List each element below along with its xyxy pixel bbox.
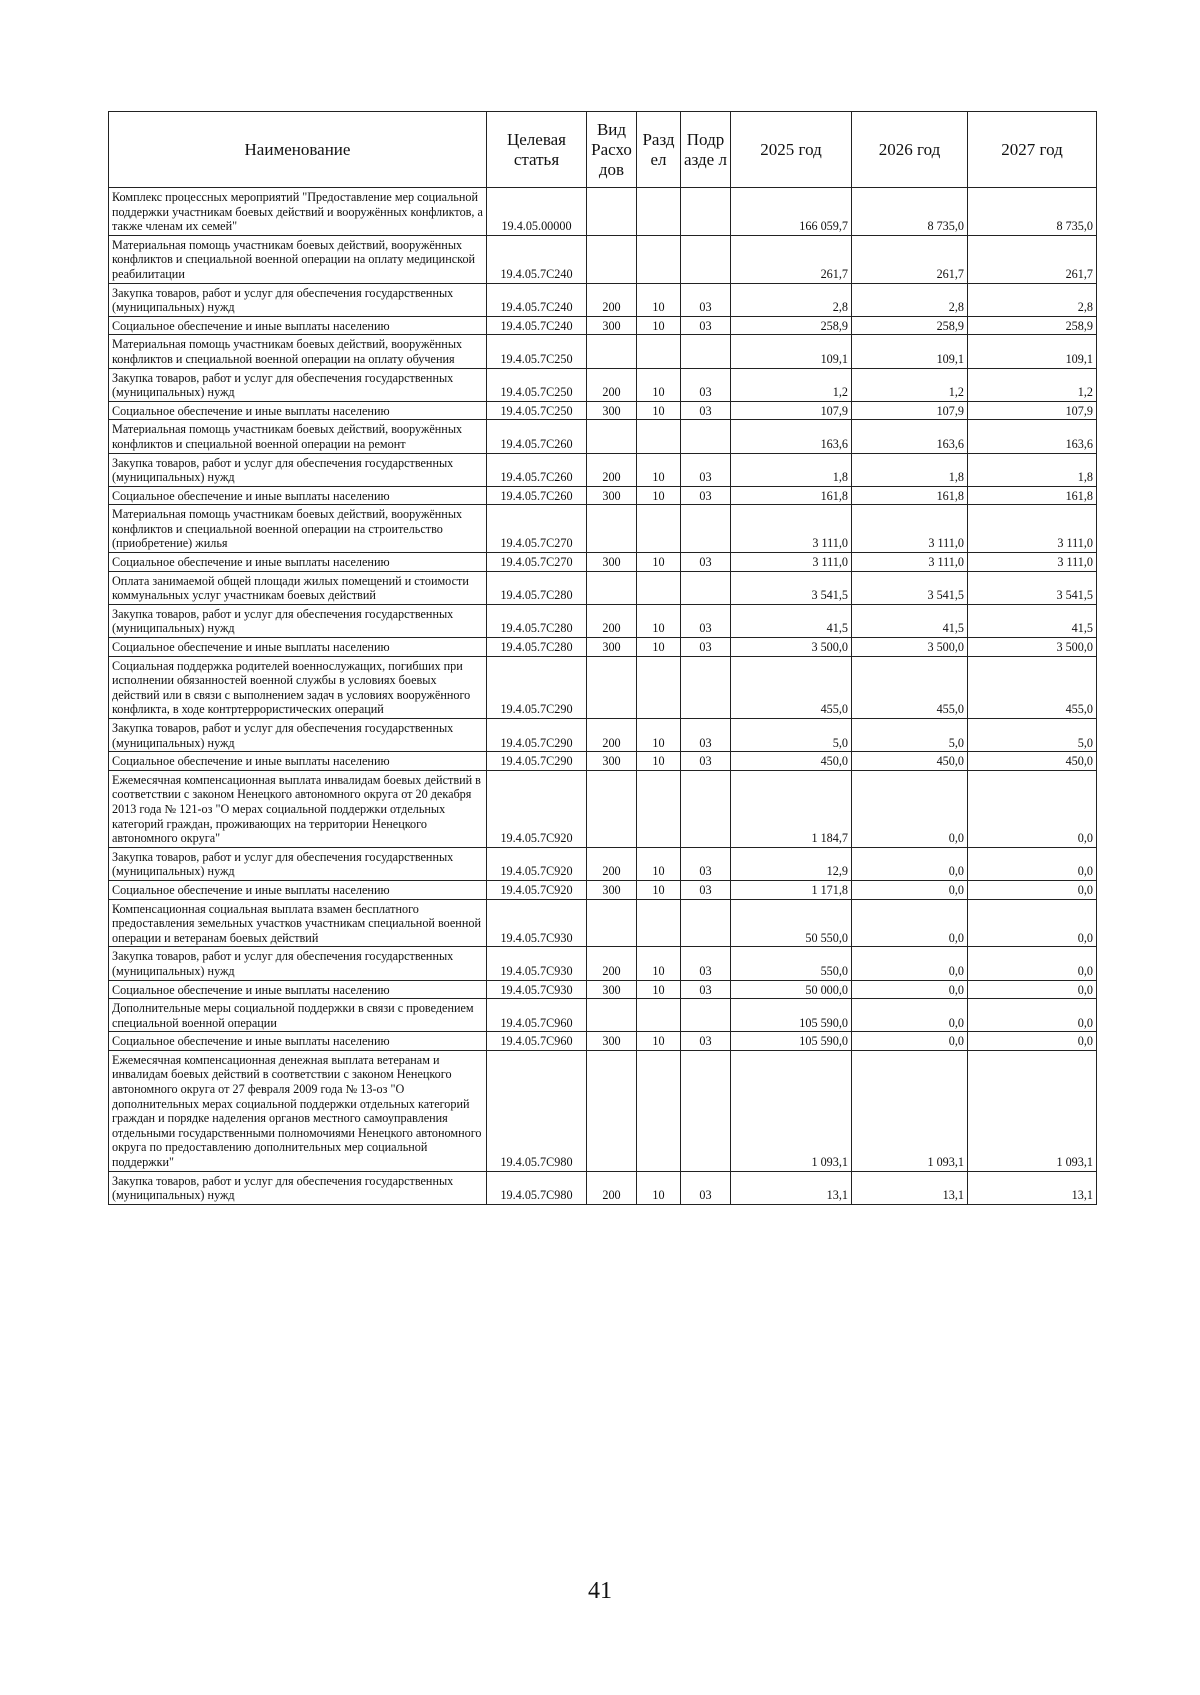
cell-year-2027: 13,1 xyxy=(968,1171,1097,1204)
cell-year-2026: 5,0 xyxy=(852,719,968,752)
table-row xyxy=(109,401,1097,420)
cell-year-2027: 0,0 xyxy=(968,770,1097,847)
cell-section xyxy=(637,188,681,236)
cell-year-2027: 1,8 xyxy=(968,453,1097,486)
cell-year-2025: 166 059,7 xyxy=(731,188,852,236)
cell-subsection: 03 xyxy=(681,880,731,899)
table-row xyxy=(109,899,1097,947)
cell-year-2025: 50 000,0 xyxy=(731,980,852,999)
cell-subsection: 03 xyxy=(681,604,731,637)
cell-expense-type: 300 xyxy=(587,638,637,657)
cell-year-2026: 3 111,0 xyxy=(852,505,968,553)
cell-expense-type: 200 xyxy=(587,847,637,880)
table-row xyxy=(109,235,1097,283)
cell-target-article: 19.4.05.7С920 xyxy=(487,847,587,880)
cell-section xyxy=(637,1050,681,1171)
cell-expense-type xyxy=(587,999,637,1032)
cell-year-2025: 3 541,5 xyxy=(731,571,852,604)
cell-year-2025: 1,8 xyxy=(731,453,852,486)
cell-expense-type xyxy=(587,656,637,718)
cell-year-2027: 0,0 xyxy=(968,880,1097,899)
table-row xyxy=(109,719,1097,752)
cell-year-2025: 41,5 xyxy=(731,604,852,637)
cell-name: Закупка товаров, работ и услуг для обеспечения государственных (муниципальных) нужд xyxy=(109,368,487,401)
cell-name: Дополнительные меры социальной поддержки в связи с проведением специальной военной операции xyxy=(109,999,487,1032)
cell-name: Ежемесячная компенсационная выплата инвалидам боевых действий в соответствии с законом Ненецкого автономного округа от 20 декабря 2013 года № 121-оз "О мерах социальной поддержки отдельных категорий граждан, проживающих на территории Ненецкого автономного округа" xyxy=(109,770,487,847)
cell-section: 10 xyxy=(637,1171,681,1204)
cell-year-2026: 261,7 xyxy=(852,235,968,283)
cell-subsection: 03 xyxy=(681,486,731,505)
cell-target-article: 19.4.05.7С240 xyxy=(487,235,587,283)
cell-target-article: 19.4.05.7С290 xyxy=(487,752,587,771)
table-header-row xyxy=(109,112,1097,188)
cell-year-2026: 1,2 xyxy=(852,368,968,401)
cell-year-2026: 3 500,0 xyxy=(852,638,968,657)
cell-year-2025: 12,9 xyxy=(731,847,852,880)
cell-name: Закупка товаров, работ и услуг для обеспечения государственных (муниципальных) нужд xyxy=(109,719,487,752)
cell-target-article: 19.4.05.7С240 xyxy=(487,283,587,316)
cell-name: Социальное обеспечение и иные выплаты населению xyxy=(109,638,487,657)
cell-target-article: 19.4.05.7С240 xyxy=(487,316,587,335)
cell-year-2027: 2,8 xyxy=(968,283,1097,316)
table-row xyxy=(109,880,1097,899)
cell-year-2025: 5,0 xyxy=(731,719,852,752)
table-row xyxy=(109,947,1097,980)
cell-year-2026: 13,1 xyxy=(852,1171,968,1204)
cell-expense-type xyxy=(587,770,637,847)
cell-year-2027: 455,0 xyxy=(968,656,1097,718)
cell-year-2026: 1,8 xyxy=(852,453,968,486)
cell-subsection xyxy=(681,1050,731,1171)
cell-name: Ежемесячная компенсационная денежная выплата ветеранам и инвалидам боевых действий в соответствии с законом Ненецкого автономного округа от 27 февраля 2009 года № 13-оз "О дополнительных мерах социальной поддержки отдельных категорий граждан и порядке наделения органов местного самоуправления отдельными государственными полномочиями Ненецкого автономного округа по предоставлению дополнительных мер социальной поддержки" xyxy=(109,1050,487,1171)
table-row xyxy=(109,571,1097,604)
cell-year-2026: 41,5 xyxy=(852,604,968,637)
cell-year-2026: 0,0 xyxy=(852,947,968,980)
cell-section: 10 xyxy=(637,638,681,657)
budget-table xyxy=(108,111,1097,1205)
cell-expense-type: 200 xyxy=(587,947,637,980)
cell-name: Оплата занимаемой общей площади жилых помещений и стоимости коммунальных услуг участникам боевых действий xyxy=(109,571,487,604)
cell-year-2027: 107,9 xyxy=(968,401,1097,420)
cell-name: Социальное обеспечение и иные выплаты населению xyxy=(109,980,487,999)
cell-year-2027: 0,0 xyxy=(968,947,1097,980)
cell-name: Социальное обеспечение и иные выплаты населению xyxy=(109,1032,487,1051)
cell-subsection: 03 xyxy=(681,947,731,980)
cell-year-2026: 455,0 xyxy=(852,656,968,718)
cell-name: Социальное обеспечение и иные выплаты населению xyxy=(109,553,487,572)
cell-year-2027: 3 111,0 xyxy=(968,505,1097,553)
table-body xyxy=(109,188,1097,1205)
cell-section: 10 xyxy=(637,719,681,752)
cell-target-article: 19.4.05.7С980 xyxy=(487,1171,587,1204)
cell-year-2027: 261,7 xyxy=(968,235,1097,283)
cell-year-2026: 0,0 xyxy=(852,999,968,1032)
cell-subsection xyxy=(681,571,731,604)
cell-name: Закупка товаров, работ и услуг для обеспечения государственных (муниципальных) нужд xyxy=(109,847,487,880)
page-number: 41 xyxy=(588,1578,612,1604)
cell-year-2026: 161,8 xyxy=(852,486,968,505)
table-row xyxy=(109,316,1097,335)
cell-section: 10 xyxy=(637,553,681,572)
cell-expense-type: 300 xyxy=(587,553,637,572)
cell-subsection: 03 xyxy=(681,283,731,316)
cell-year-2026: 0,0 xyxy=(852,899,968,947)
cell-year-2026: 0,0 xyxy=(852,880,968,899)
cell-expense-type: 300 xyxy=(587,401,637,420)
cell-target-article: 19.4.05.7С920 xyxy=(487,880,587,899)
cell-target-article: 19.4.05.7С290 xyxy=(487,719,587,752)
cell-target-article: 19.4.05.7С270 xyxy=(487,553,587,572)
cell-year-2026: 0,0 xyxy=(852,770,968,847)
cell-section xyxy=(637,770,681,847)
cell-year-2026: 163,6 xyxy=(852,420,968,453)
cell-name: Социальное обеспечение и иные выплаты населению xyxy=(109,752,487,771)
cell-year-2027: 163,6 xyxy=(968,420,1097,453)
cell-name: Материальная помощь участникам боевых действий, вооружённых конфликтов и специальной военной операции на строительство (приобретение) жилья xyxy=(109,505,487,553)
cell-year-2025: 3 500,0 xyxy=(731,638,852,657)
cell-subsection: 03 xyxy=(681,980,731,999)
cell-target-article: 19.4.05.7С280 xyxy=(487,571,587,604)
cell-year-2027: 258,9 xyxy=(968,316,1097,335)
cell-target-article: 19.4.05.7С290 xyxy=(487,656,587,718)
cell-expense-type xyxy=(587,235,637,283)
table-row xyxy=(109,505,1097,553)
cell-year-2025: 1,2 xyxy=(731,368,852,401)
cell-expense-type: 200 xyxy=(587,453,637,486)
table-row xyxy=(109,752,1097,771)
cell-section: 10 xyxy=(637,283,681,316)
cell-year-2027: 1,2 xyxy=(968,368,1097,401)
cell-subsection xyxy=(681,335,731,368)
cell-year-2025: 13,1 xyxy=(731,1171,852,1204)
cell-year-2026: 258,9 xyxy=(852,316,968,335)
cell-section: 10 xyxy=(637,316,681,335)
table-row xyxy=(109,1171,1097,1204)
cell-section: 10 xyxy=(637,847,681,880)
cell-subsection: 03 xyxy=(681,638,731,657)
cell-target-article: 19.4.05.00000 xyxy=(487,188,587,236)
cell-section xyxy=(637,656,681,718)
cell-year-2025: 1 171,8 xyxy=(731,880,852,899)
cell-year-2025: 1 093,1 xyxy=(731,1050,852,1171)
cell-name: Закупка товаров, работ и услуг для обеспечения государственных (муниципальных) нужд xyxy=(109,453,487,486)
cell-subsection: 03 xyxy=(681,401,731,420)
cell-year-2026: 3 541,5 xyxy=(852,571,968,604)
header-year-2027: 2027 год xyxy=(968,112,1097,188)
cell-section xyxy=(637,571,681,604)
cell-name: Материальная помощь участникам боевых действий, вооружённых конфликтов и специальной военной операции на оплату медицинской реабилитации xyxy=(109,235,487,283)
cell-subsection xyxy=(681,999,731,1032)
header-target-article: Целевая статья xyxy=(487,112,587,188)
table-row xyxy=(109,999,1097,1032)
header-year-2026: 2026 год xyxy=(852,112,968,188)
header-name: Наименование xyxy=(109,112,487,188)
cell-target-article: 19.4.05.7С260 xyxy=(487,486,587,505)
cell-subsection: 03 xyxy=(681,553,731,572)
cell-year-2026: 8 735,0 xyxy=(852,188,968,236)
cell-subsection: 03 xyxy=(681,719,731,752)
header-subsection: Подр азде л xyxy=(681,112,731,188)
cell-year-2026: 0,0 xyxy=(852,847,968,880)
cell-expense-type: 300 xyxy=(587,316,637,335)
cell-subsection xyxy=(681,188,731,236)
cell-section xyxy=(637,235,681,283)
cell-target-article: 19.4.05.7С930 xyxy=(487,980,587,999)
table-row xyxy=(109,553,1097,572)
cell-name: Комплекс процессных мероприятий "Предоставление мер социальной поддержки участникам боевых действий и вооружённых конфликтов, а также членам их семей" xyxy=(109,188,487,236)
table-row xyxy=(109,486,1097,505)
cell-year-2025: 550,0 xyxy=(731,947,852,980)
cell-year-2025: 107,9 xyxy=(731,401,852,420)
cell-year-2027: 0,0 xyxy=(968,899,1097,947)
cell-section: 10 xyxy=(637,453,681,486)
cell-year-2025: 163,6 xyxy=(731,420,852,453)
cell-expense-type: 200 xyxy=(587,719,637,752)
header-section: Разд ел xyxy=(637,112,681,188)
cell-target-article: 19.4.05.7С270 xyxy=(487,505,587,553)
cell-subsection: 03 xyxy=(681,316,731,335)
cell-year-2026: 109,1 xyxy=(852,335,968,368)
cell-year-2025: 109,1 xyxy=(731,335,852,368)
cell-section: 10 xyxy=(637,368,681,401)
cell-year-2025: 258,9 xyxy=(731,316,852,335)
cell-section: 10 xyxy=(637,1032,681,1051)
cell-name: Закупка товаров, работ и услуг для обеспечения государственных (муниципальных) нужд xyxy=(109,283,487,316)
table-row xyxy=(109,604,1097,637)
cell-year-2025: 3 111,0 xyxy=(731,505,852,553)
cell-subsection: 03 xyxy=(681,752,731,771)
cell-year-2025: 2,8 xyxy=(731,283,852,316)
cell-year-2027: 5,0 xyxy=(968,719,1097,752)
cell-year-2027: 41,5 xyxy=(968,604,1097,637)
table-row xyxy=(109,368,1097,401)
cell-name: Компенсационная социальная выплата взамен бесплатного предоставления земельных участков участникам специальной военной операции и ветеранам боевых действий xyxy=(109,899,487,947)
cell-year-2027: 161,8 xyxy=(968,486,1097,505)
cell-year-2025: 3 111,0 xyxy=(731,553,852,572)
cell-expense-type: 300 xyxy=(587,980,637,999)
cell-year-2026: 0,0 xyxy=(852,980,968,999)
cell-target-article: 19.4.05.7С260 xyxy=(487,420,587,453)
cell-name: Социальная поддержка родителей военнослужащих, погибших при исполнении обязанностей военной службы в условиях боевых действий или в связи с выполнением задач в условиях вооружённого конфликта, в ходе контртеррористических операций xyxy=(109,656,487,718)
cell-subsection: 03 xyxy=(681,453,731,486)
cell-subsection: 03 xyxy=(681,1171,731,1204)
table-row xyxy=(109,847,1097,880)
cell-section: 10 xyxy=(637,980,681,999)
cell-target-article: 19.4.05.7С980 xyxy=(487,1050,587,1171)
cell-target-article: 19.4.05.7С930 xyxy=(487,947,587,980)
cell-subsection xyxy=(681,656,731,718)
cell-year-2026: 0,0 xyxy=(852,1032,968,1051)
cell-year-2026: 2,8 xyxy=(852,283,968,316)
cell-target-article: 19.4.05.7С250 xyxy=(487,335,587,368)
cell-subsection: 03 xyxy=(681,1032,731,1051)
cell-name: Закупка товаров, работ и услуг для обеспечения государственных (муниципальных) нужд xyxy=(109,604,487,637)
cell-target-article: 19.4.05.7С920 xyxy=(487,770,587,847)
cell-year-2027: 0,0 xyxy=(968,1032,1097,1051)
cell-year-2026: 3 111,0 xyxy=(852,553,968,572)
cell-year-2027: 8 735,0 xyxy=(968,188,1097,236)
cell-section: 10 xyxy=(637,604,681,637)
cell-name: Закупка товаров, работ и услуг для обеспечения государственных (муниципальных) нужд xyxy=(109,1171,487,1204)
cell-year-2027: 450,0 xyxy=(968,752,1097,771)
cell-name: Социальное обеспечение и иные выплаты населению xyxy=(109,401,487,420)
cell-section: 10 xyxy=(637,880,681,899)
table-row xyxy=(109,1050,1097,1171)
cell-year-2026: 1 093,1 xyxy=(852,1050,968,1171)
cell-name: Материальная помощь участникам боевых действий, вооружённых конфликтов и специальной военной операции на оплату обучения xyxy=(109,335,487,368)
cell-year-2026: 450,0 xyxy=(852,752,968,771)
cell-target-article: 19.4.05.7С280 xyxy=(487,638,587,657)
cell-name: Социальное обеспечение и иные выплаты населению xyxy=(109,486,487,505)
cell-section: 10 xyxy=(637,486,681,505)
cell-year-2027: 0,0 xyxy=(968,980,1097,999)
cell-expense-type xyxy=(587,1050,637,1171)
table-row xyxy=(109,335,1097,368)
cell-target-article: 19.4.05.7С930 xyxy=(487,899,587,947)
cell-year-2025: 1 184,7 xyxy=(731,770,852,847)
table-row xyxy=(109,188,1097,236)
cell-section: 10 xyxy=(637,947,681,980)
cell-section: 10 xyxy=(637,752,681,771)
cell-expense-type: 300 xyxy=(587,880,637,899)
cell-expense-type xyxy=(587,571,637,604)
cell-section xyxy=(637,505,681,553)
cell-year-2027: 1 093,1 xyxy=(968,1050,1097,1171)
cell-expense-type xyxy=(587,188,637,236)
cell-year-2027: 3 500,0 xyxy=(968,638,1097,657)
cell-section xyxy=(637,420,681,453)
cell-year-2027: 3 541,5 xyxy=(968,571,1097,604)
cell-expense-type: 300 xyxy=(587,486,637,505)
cell-section: 10 xyxy=(637,401,681,420)
cell-year-2025: 261,7 xyxy=(731,235,852,283)
cell-year-2025: 455,0 xyxy=(731,656,852,718)
cell-expense-type xyxy=(587,420,637,453)
cell-section xyxy=(637,999,681,1032)
cell-expense-type: 300 xyxy=(587,752,637,771)
cell-subsection: 03 xyxy=(681,847,731,880)
table-row xyxy=(109,1032,1097,1051)
cell-expense-type: 200 xyxy=(587,1171,637,1204)
table-row xyxy=(109,420,1097,453)
header-year-2025: 2025 год xyxy=(731,112,852,188)
cell-year-2026: 107,9 xyxy=(852,401,968,420)
cell-target-article: 19.4.05.7С250 xyxy=(487,401,587,420)
cell-name: Материальная помощь участникам боевых действий, вооружённых конфликтов и специальной военной операции на ремонт xyxy=(109,420,487,453)
cell-year-2025: 161,8 xyxy=(731,486,852,505)
cell-target-article: 19.4.05.7С250 xyxy=(487,368,587,401)
cell-target-article: 19.4.05.7С260 xyxy=(487,453,587,486)
cell-target-article: 19.4.05.7С280 xyxy=(487,604,587,637)
cell-year-2025: 450,0 xyxy=(731,752,852,771)
cell-target-article: 19.4.05.7С960 xyxy=(487,999,587,1032)
table-row xyxy=(109,656,1097,718)
cell-expense-type xyxy=(587,335,637,368)
cell-expense-type: 200 xyxy=(587,604,637,637)
cell-name: Социальное обеспечение и иные выплаты населению xyxy=(109,316,487,335)
cell-subsection xyxy=(681,770,731,847)
table-row xyxy=(109,283,1097,316)
cell-subsection xyxy=(681,420,731,453)
cell-section xyxy=(637,899,681,947)
cell-year-2025: 50 550,0 xyxy=(731,899,852,947)
cell-subsection xyxy=(681,899,731,947)
cell-name: Закупка товаров, работ и услуг для обеспечения государственных (муниципальных) нужд xyxy=(109,947,487,980)
header-expense-type: Вид Расхо дов xyxy=(587,112,637,188)
cell-subsection xyxy=(681,235,731,283)
cell-expense-type xyxy=(587,899,637,947)
table-row xyxy=(109,770,1097,847)
table-row xyxy=(109,980,1097,999)
cell-expense-type: 200 xyxy=(587,283,637,316)
cell-year-2025: 105 590,0 xyxy=(731,999,852,1032)
cell-year-2027: 3 111,0 xyxy=(968,553,1097,572)
cell-expense-type xyxy=(587,505,637,553)
cell-year-2027: 109,1 xyxy=(968,335,1097,368)
cell-name: Социальное обеспечение и иные выплаты населению xyxy=(109,880,487,899)
cell-section xyxy=(637,335,681,368)
cell-year-2027: 0,0 xyxy=(968,999,1097,1032)
cell-expense-type: 200 xyxy=(587,368,637,401)
table-row xyxy=(109,638,1097,657)
cell-expense-type: 300 xyxy=(587,1032,637,1051)
cell-year-2027: 0,0 xyxy=(968,847,1097,880)
cell-target-article: 19.4.05.7С960 xyxy=(487,1032,587,1051)
table-row xyxy=(109,453,1097,486)
cell-year-2025: 105 590,0 xyxy=(731,1032,852,1051)
cell-subsection: 03 xyxy=(681,368,731,401)
cell-subsection xyxy=(681,505,731,553)
